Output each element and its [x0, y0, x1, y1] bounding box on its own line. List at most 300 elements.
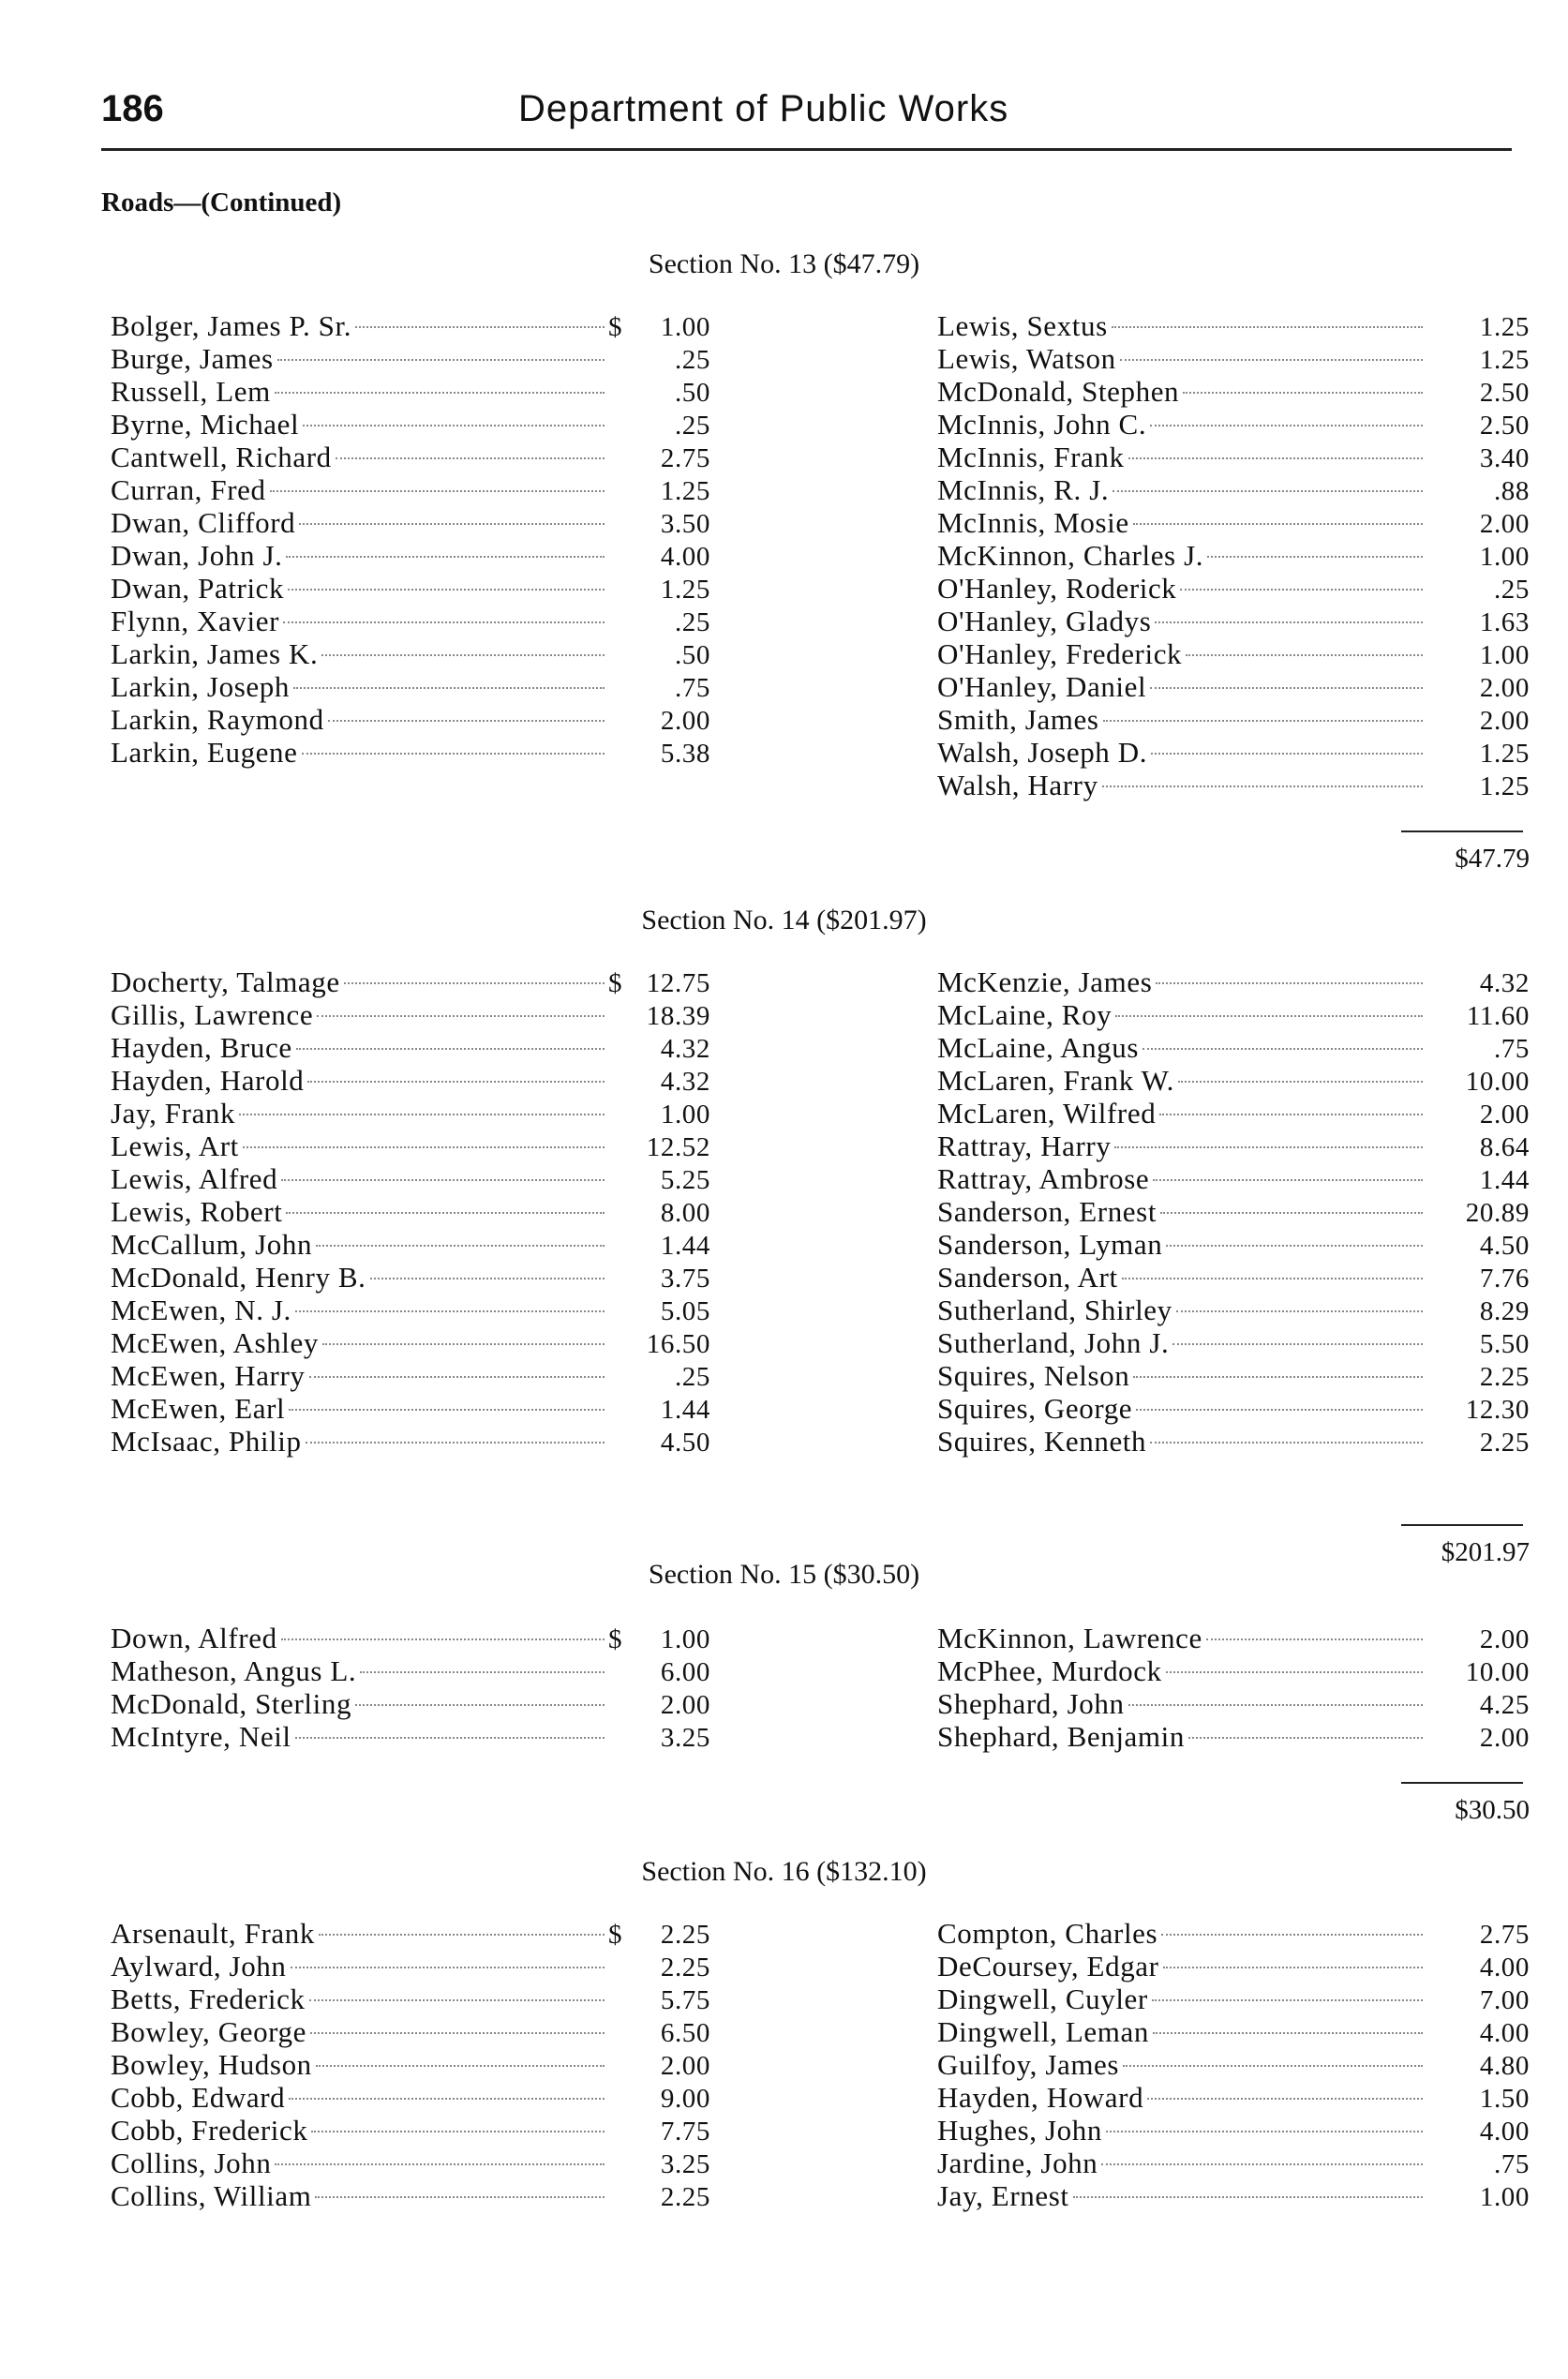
payee-name: Compton, Charles	[937, 1917, 1158, 1950]
payment-amount: 18.39	[646, 1001, 710, 1031]
list-item	[937, 1359, 1530, 1392]
list-item	[111, 506, 710, 539]
list-item	[111, 1982, 710, 2015]
payment-amount: 12.75	[646, 968, 710, 998]
list-item	[937, 1654, 1530, 1687]
dot-leader	[1122, 1278, 1423, 1279]
left-column	[111, 965, 710, 1458]
payment-amount: .25	[1493, 575, 1530, 605]
dot-leader	[309, 1999, 605, 2001]
list-item	[937, 2015, 1530, 2048]
payment-amount: 7.76	[1479, 1264, 1530, 1294]
dot-leader	[336, 457, 605, 459]
dot-leader	[283, 621, 605, 623]
dot-leader	[1073, 2196, 1423, 2198]
total-rule	[1401, 1524, 1523, 1526]
payee-name: Cobb, Edward	[111, 2081, 286, 2114]
dot-leader	[1128, 1704, 1423, 1706]
dot-leader	[1150, 425, 1423, 426]
dollar-sign: $	[608, 312, 623, 342]
list-item	[937, 539, 1530, 572]
dot-leader	[306, 1442, 605, 1444]
payment-amount: 1.00	[660, 1100, 710, 1130]
list-item	[111, 1917, 710, 1950]
dot-leader	[307, 1081, 605, 1083]
dot-leader	[291, 1967, 605, 1968]
list-item	[937, 309, 1530, 342]
dot-leader	[1103, 720, 1423, 722]
list-item	[937, 1064, 1530, 1097]
left-column	[111, 309, 710, 769]
dot-leader	[1147, 2098, 1423, 2100]
payment-amount: .75	[674, 673, 710, 703]
payee-name: McKinnon, Lawrence	[937, 1622, 1202, 1654]
payment-amount: .75	[1493, 2149, 1530, 2179]
list-item	[111, 1687, 710, 1720]
payee-name: Sanderson, Lyman	[937, 1228, 1163, 1261]
payment-amount: 1.63	[1479, 607, 1530, 637]
dot-leader	[1160, 1212, 1423, 1214]
dot-leader	[281, 1179, 605, 1181]
dot-leader	[1128, 457, 1423, 459]
payment-amount: 1.25	[1479, 312, 1530, 342]
section-heading: Section No. 13 ($47.79)	[648, 248, 920, 279]
list-item	[937, 769, 1530, 801]
payee-name: Lewis, Watson	[937, 342, 1116, 375]
dot-leader	[1106, 2131, 1423, 2132]
dot-leader	[286, 556, 605, 558]
payee-name: Shephard, Benjamin	[937, 1720, 1185, 1753]
payment-amount: 3.25	[660, 1723, 710, 1753]
page-header	[101, 82, 1512, 151]
payment-amount: 16.50	[646, 1329, 710, 1359]
dot-leader	[302, 753, 605, 755]
payment-amount: 3.75	[660, 1264, 710, 1294]
section-heading: Section No. 16 ($132.10)	[641, 1856, 927, 1887]
payee-name: McPhee, Murdock	[937, 1654, 1162, 1687]
payee-name: McDonald, Sterling	[111, 1687, 352, 1720]
list-item	[111, 2081, 710, 2114]
payee-name: Sutherland, John J.	[937, 1326, 1170, 1359]
dot-leader	[1112, 326, 1423, 328]
payment-amount: 2.00	[660, 2051, 710, 2081]
payment-amount: 5.25	[660, 1165, 710, 1195]
section-total: $47.79	[1455, 844, 1530, 874]
dot-leader	[1150, 1442, 1423, 1444]
list-item	[111, 1359, 710, 1392]
list-item	[937, 736, 1530, 769]
right-column	[937, 309, 1530, 801]
payee-name: McIntyre, Neil	[111, 1720, 291, 1753]
dot-leader	[316, 1245, 605, 1247]
dot-leader	[319, 1934, 605, 1936]
list-item	[111, 1261, 710, 1294]
list-item	[111, 1031, 710, 1064]
list-item	[937, 441, 1530, 473]
payee-name: Lewis, Art	[111, 1130, 239, 1162]
payee-name: O'Hanley, Gladys	[937, 605, 1152, 637]
dot-leader	[370, 1278, 605, 1279]
dot-leader	[1178, 1081, 1423, 1083]
payment-amount: 4.32	[660, 1067, 710, 1097]
payee-name: McEwen, Earl	[111, 1392, 286, 1425]
payment-amount: 12.30	[1465, 1395, 1530, 1425]
dot-leader	[1151, 753, 1423, 755]
dot-leader	[1142, 1048, 1423, 1050]
payee-name: McLaren, Frank W.	[937, 1064, 1174, 1097]
list-item	[937, 2147, 1530, 2179]
payment-amount: 1.25	[1479, 739, 1530, 769]
right-column	[937, 965, 1530, 1458]
dot-leader	[1161, 1934, 1423, 1936]
list-item	[111, 1195, 710, 1228]
payee-name: McInnis, R. J.	[937, 473, 1110, 506]
list-item	[937, 1162, 1530, 1195]
payee-name: Burge, James	[111, 342, 274, 375]
payee-name: Dingwell, Cuyler	[937, 1982, 1148, 2015]
list-item	[937, 2179, 1530, 2212]
payment-amount: 2.75	[1479, 1920, 1530, 1950]
dot-leader	[1136, 1409, 1423, 1411]
payee-name: Hughes, John	[937, 2114, 1102, 2147]
payment-amount: .25	[674, 1362, 710, 1392]
payee-name: Rattray, Ambrose	[937, 1162, 1150, 1195]
payee-name: McEwen, Harry	[111, 1359, 306, 1392]
payment-amount: 5.75	[660, 1985, 710, 2015]
payee-name: McLaren, Wilfred	[937, 1097, 1157, 1130]
payee-name: O'Hanley, Frederick	[937, 637, 1183, 670]
page-title: Department of Public Works	[518, 88, 1009, 129]
list-item	[111, 998, 710, 1031]
dot-leader	[328, 720, 605, 722]
payee-name: Hayden, Bruce	[111, 1031, 292, 1064]
dot-leader	[293, 687, 605, 689]
payee-name: Lewis, Alfred	[111, 1162, 278, 1195]
payee-name: McInnis, Frank	[937, 441, 1125, 473]
dot-leader	[311, 2131, 605, 2132]
payment-amount: 4.00	[660, 542, 710, 572]
list-item	[937, 1392, 1530, 1425]
payee-name: Byrne, Michael	[111, 408, 300, 441]
payment-amount: 2.25	[660, 1920, 710, 1950]
page-number: 186	[101, 88, 164, 129]
payee-name: Docherty, Talmage	[111, 965, 340, 998]
list-item	[937, 1261, 1530, 1294]
dot-leader	[317, 1015, 605, 1017]
list-item	[111, 1130, 710, 1162]
payment-amount: 1.25	[660, 575, 710, 605]
payee-name: Jay, Ernest	[937, 2179, 1069, 2212]
payment-amount: 11.60	[1466, 1001, 1530, 1031]
payment-amount: .75	[1493, 1034, 1530, 1064]
list-item	[111, 1425, 710, 1458]
dot-leader	[1114, 1146, 1423, 1148]
list-item	[111, 637, 710, 670]
list-item	[937, 1687, 1530, 1720]
payee-name: McLaine, Angus	[937, 1031, 1140, 1064]
dot-leader	[275, 392, 605, 394]
dot-leader	[1188, 1737, 1423, 1739]
list-item	[937, 1982, 1530, 2015]
list-item	[111, 703, 710, 736]
list-item	[111, 2179, 710, 2212]
payee-name: Jay, Frank	[111, 1097, 236, 1130]
list-item	[111, 1392, 710, 1425]
payee-name: Walsh, Harry	[937, 769, 1098, 801]
dot-leader	[355, 1704, 605, 1706]
dot-leader	[321, 654, 605, 656]
list-item	[937, 408, 1530, 441]
payee-name: Larkin, Raymond	[111, 703, 324, 736]
payee-name: McDonald, Henry B.	[111, 1261, 366, 1294]
payment-amount: .50	[674, 378, 710, 408]
payee-name: Bowley, Hudson	[111, 2048, 312, 2081]
list-item	[937, 342, 1530, 375]
section-heading: Section No. 14 ($201.97)	[641, 905, 927, 935]
list-item	[937, 473, 1530, 506]
payment-amount: 1.25	[1479, 771, 1530, 801]
payment-amount: 1.00	[1479, 2182, 1530, 2212]
dot-leader	[1207, 556, 1423, 558]
payment-amount: 1.44	[660, 1231, 710, 1261]
dot-leader	[275, 2163, 605, 2165]
dot-leader	[344, 982, 605, 984]
payment-amount: 8.00	[660, 1198, 710, 1228]
payment-amount: 8.29	[1479, 1296, 1530, 1326]
payee-name: Smith, James	[937, 703, 1099, 736]
payee-name: Squires, George	[937, 1392, 1133, 1425]
list-item	[111, 2048, 710, 2081]
payee-name: Cobb, Frederick	[111, 2114, 308, 2147]
payment-amount: 2.50	[1479, 411, 1530, 441]
payment-amount: 1.25	[660, 476, 710, 506]
payee-name: Dingwell, Leman	[937, 2015, 1149, 2048]
payment-amount: 2.00	[660, 706, 710, 736]
dot-leader	[309, 1376, 605, 1378]
dot-leader	[315, 2196, 605, 2198]
payee-name: McEwen, N. J.	[111, 1294, 291, 1326]
payee-name: Jardine, John	[937, 2147, 1098, 2179]
list-item	[937, 1294, 1530, 1326]
payment-amount: 5.05	[660, 1296, 710, 1326]
dot-leader	[1183, 392, 1423, 394]
payee-name: McCallum, John	[111, 1228, 313, 1261]
list-item	[111, 309, 710, 342]
dot-leader	[1150, 687, 1423, 689]
dot-leader	[360, 1671, 605, 1673]
payment-amount: 4.00	[1479, 1953, 1530, 1982]
list-item	[937, 1950, 1530, 1982]
list-item	[937, 1130, 1530, 1162]
list-item	[111, 2015, 710, 2048]
dot-leader	[355, 326, 605, 328]
dot-leader	[1113, 490, 1423, 492]
payment-amount: 2.25	[660, 1953, 710, 1982]
list-item	[937, 2081, 1530, 2114]
payee-name: Dwan, Patrick	[111, 572, 285, 605]
payment-amount: 2.25	[1479, 1362, 1530, 1392]
payee-name: Hayden, Harold	[111, 1064, 305, 1097]
dot-leader	[270, 490, 605, 492]
list-item	[111, 408, 710, 441]
list-item	[937, 375, 1530, 408]
payment-amount: 2.00	[1479, 1723, 1530, 1753]
list-item	[937, 1326, 1530, 1359]
payment-amount: 12.52	[646, 1132, 710, 1162]
payee-name: O'Hanley, Roderick	[937, 572, 1177, 605]
dot-leader	[1115, 1015, 1423, 1017]
payment-amount: 1.00	[660, 312, 710, 342]
dot-leader	[1163, 1967, 1423, 1968]
payment-amount: 6.50	[660, 2018, 710, 2048]
list-item	[111, 965, 710, 998]
payee-name: Larkin, James K.	[111, 637, 319, 670]
list-item	[937, 506, 1530, 539]
payment-amount: 2.00	[1479, 706, 1530, 736]
list-item	[111, 473, 710, 506]
list-item	[111, 1064, 710, 1097]
list-item	[111, 1162, 710, 1195]
payee-name: McInnis, John C.	[937, 408, 1147, 441]
payment-amount: 6.00	[660, 1657, 710, 1687]
payment-amount: 4.00	[1479, 2018, 1530, 2048]
payment-amount: .25	[674, 607, 710, 637]
dot-leader	[243, 1146, 605, 1148]
payment-amount: 4.32	[1479, 968, 1530, 998]
payee-name: McDonald, Stephen	[937, 375, 1180, 408]
payment-amount: 10.00	[1465, 1067, 1530, 1097]
dot-leader	[1123, 2065, 1423, 2067]
dot-leader	[1166, 1671, 1423, 1673]
dot-leader	[286, 1212, 605, 1214]
right-column	[937, 1622, 1530, 1753]
dot-leader	[295, 1737, 605, 1739]
continued-label: Roads—(Continued)	[101, 187, 342, 217]
total-rule	[1401, 830, 1523, 832]
dot-leader	[289, 1409, 605, 1411]
payment-amount: 1.44	[660, 1395, 710, 1425]
payment-amount: 2.25	[660, 2182, 710, 2212]
payee-name: Down, Alfred	[111, 1622, 277, 1654]
dot-leader	[296, 1048, 605, 1050]
payment-amount: .25	[674, 345, 710, 375]
dot-leader	[1176, 1310, 1423, 1312]
payee-name: Matheson, Angus L.	[111, 1654, 357, 1687]
list-item	[111, 605, 710, 637]
list-item	[111, 441, 710, 473]
dot-leader	[289, 2098, 605, 2100]
right-column	[937, 1917, 1530, 2212]
payment-amount: 4.50	[660, 1428, 710, 1458]
payment-amount: 4.50	[1479, 1231, 1530, 1261]
payment-amount: 1.00	[1479, 542, 1530, 572]
payee-name: Sanderson, Ernest	[937, 1195, 1157, 1228]
payee-name: McInnis, Mosie	[937, 506, 1129, 539]
payee-name: Collins, John	[111, 2147, 272, 2179]
list-item	[937, 1720, 1530, 1753]
list-item	[937, 1031, 1530, 1064]
payment-amount: .25	[674, 411, 710, 441]
payment-amount: 3.25	[660, 2149, 710, 2179]
payee-name: Squires, Nelson	[937, 1359, 1130, 1392]
payee-name: Betts, Frederick	[111, 1982, 306, 2015]
dot-leader	[303, 425, 605, 426]
payment-amount: 4.80	[1479, 2051, 1530, 2081]
dot-leader	[1120, 359, 1423, 361]
list-item	[937, 1622, 1530, 1654]
payee-name: Shephard, John	[937, 1687, 1125, 1720]
dot-leader	[239, 1114, 605, 1115]
payee-name: Russell, Lem	[111, 375, 271, 408]
payment-amount: 2.25	[1479, 1428, 1530, 1458]
payment-amount: .88	[1493, 476, 1530, 506]
payee-name: Bowley, George	[111, 2015, 306, 2048]
dot-leader	[1155, 621, 1423, 623]
payment-amount: 2.00	[660, 1690, 710, 1720]
payee-name: McIsaac, Philip	[111, 1425, 302, 1458]
payee-name: Curran, Fred	[111, 473, 266, 506]
payee-name: Larkin, Joseph	[111, 670, 290, 703]
dot-leader	[1159, 1114, 1423, 1115]
list-item	[937, 2048, 1530, 2081]
payee-name: Sutherland, Shirley	[937, 1294, 1172, 1326]
payee-name: Guilfoy, James	[937, 2048, 1120, 2081]
payee-name: Squires, Kenneth	[937, 1425, 1147, 1458]
payee-name: Dwan, Clifford	[111, 506, 296, 539]
dot-leader	[322, 1343, 605, 1345]
dot-leader	[1206, 1638, 1423, 1640]
payee-name: Lewis, Robert	[111, 1195, 283, 1228]
dot-leader	[277, 359, 605, 361]
payee-name: O'Hanley, Daniel	[937, 670, 1147, 703]
list-item	[111, 375, 710, 408]
list-item	[937, 2114, 1530, 2147]
payee-name: Flynn, Xavier	[111, 605, 279, 637]
payment-amount: 2.00	[1479, 1100, 1530, 1130]
payment-amount: 3.40	[1479, 443, 1530, 473]
dot-leader	[1156, 982, 1423, 984]
payment-amount: 1.50	[1479, 2084, 1530, 2114]
payment-amount: 7.75	[660, 2117, 710, 2147]
payment-amount: 5.50	[1479, 1329, 1530, 1359]
list-item	[111, 1720, 710, 1753]
payment-amount: .50	[674, 640, 710, 670]
payment-amount: 3.50	[660, 509, 710, 539]
list-item	[111, 539, 710, 572]
dollar-sign: $	[608, 1624, 623, 1654]
list-item	[937, 637, 1530, 670]
dot-leader	[1180, 589, 1423, 591]
list-item	[937, 670, 1530, 703]
payee-name: Collins, William	[111, 2179, 312, 2212]
payee-name: Hayden, Howard	[937, 2081, 1144, 2114]
payee-name: DeCoursey, Edgar	[937, 1950, 1159, 1982]
dot-leader	[1186, 654, 1423, 656]
dot-leader	[1133, 523, 1423, 525]
left-column	[111, 1917, 710, 2212]
list-item	[937, 998, 1530, 1031]
payment-amount: 1.00	[1479, 640, 1530, 670]
list-item	[111, 1950, 710, 1982]
dot-leader	[299, 523, 605, 525]
list-item	[937, 1425, 1530, 1458]
section-heading: Section No. 15 ($30.50)	[648, 1559, 920, 1590]
dot-leader	[1166, 1245, 1423, 1247]
total-rule	[1401, 1782, 1523, 1784]
list-item	[111, 572, 710, 605]
payment-amount: 7.00	[1479, 1985, 1530, 2015]
payment-amount: 9.00	[660, 2084, 710, 2114]
